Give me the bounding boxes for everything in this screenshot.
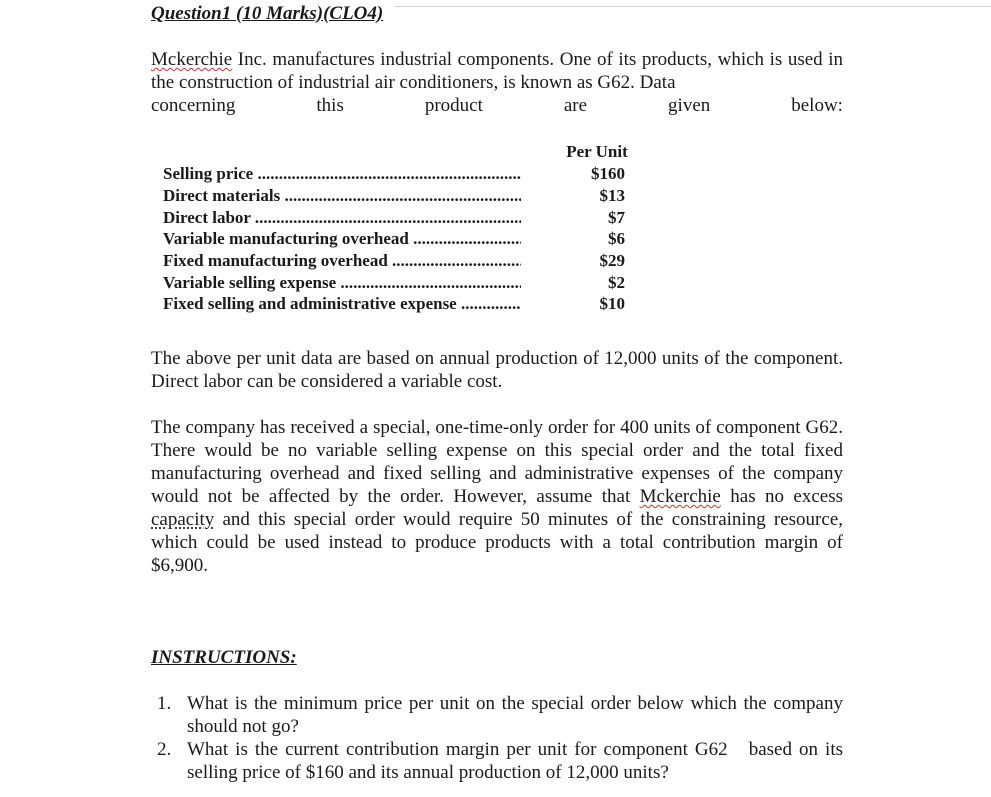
row-value: $13 bbox=[599, 186, 625, 205]
question-heading: Question1 (10 Marks)(CLO4) bbox=[151, 3, 384, 24]
special-order-text: and this special order would require 50 minutes of the constraining resource, which could be used instead to produce products with a total contribution margin of $6,900. bbox=[151, 509, 843, 576]
special-order-paragraph bbox=[151, 416, 843, 577]
instructions-heading: INSTRUCTIONS: bbox=[151, 647, 297, 668]
special-order-text: The company has received a special, one-time-only order for 400 units of component G62. There would be no variable selling expense on this special order and the total fixed manufacturing overhead and fixed selling and administrative expenses of the company would not be affected by the order. However, assume that bbox=[151, 417, 843, 507]
question-list bbox=[151, 692, 843, 784]
row-value: $6 bbox=[608, 229, 625, 248]
intro-word: this bbox=[316, 95, 344, 116]
row-label: Variable selling expense ..... bbox=[163, 273, 521, 293]
row-label: Selling price ..... bbox=[163, 164, 521, 184]
grammar-flagged-word[interactable]: capacity bbox=[151, 509, 215, 530]
row-label: Direct labor ..... bbox=[163, 208, 521, 228]
row-label: Direct materials ..... bbox=[163, 186, 521, 206]
intro-paragraph bbox=[151, 48, 843, 117]
row-value: $160 bbox=[591, 164, 625, 183]
question-text: What is the current contribution margin per unit for component G62 based on its selling price of $160 and its annual production of 12,000 units? bbox=[187, 739, 843, 783]
row-value: $29 bbox=[599, 251, 625, 270]
intro-word: product bbox=[424, 95, 483, 116]
row-value: $2 bbox=[608, 273, 625, 292]
intro-last-line bbox=[151, 94, 843, 117]
intro-word: given bbox=[668, 95, 711, 116]
row-label: Fixed selling and administrative expense ..... bbox=[163, 294, 521, 314]
row-label: Variable manufacturing overhead ..... bbox=[163, 229, 521, 249]
intro-text bbox=[151, 48, 843, 94]
list-item bbox=[151, 738, 843, 784]
intro-word: below: bbox=[791, 95, 843, 116]
company-name-misspelled[interactable]: Mckerchie bbox=[639, 486, 721, 507]
question-text: What is the minimum price per unit on the special order below which the company should not go? bbox=[187, 693, 843, 737]
intro-text-body: Inc. manufactures industrial components. One of its products, which is used in the construction of industrial air conditioners, is known as G62. Data bbox=[151, 49, 843, 93]
row-label: Fixed manufacturing overhead ..... bbox=[163, 251, 521, 271]
row-value: $10 bbox=[599, 294, 625, 313]
production-paragraph: The above per unit data are based on annual production of 12,000 units of the component. Direct labor can be considered a variable cost. bbox=[151, 348, 843, 392]
question-number: 2. bbox=[157, 739, 172, 760]
special-order-text: has no excess bbox=[720, 486, 843, 507]
company-name-misspelled[interactable]: Mckerchie bbox=[151, 49, 233, 70]
page-border-line bbox=[395, 6, 991, 7]
intro-word: are bbox=[563, 95, 588, 116]
question-number: 1. bbox=[157, 693, 172, 714]
list-item bbox=[151, 692, 843, 738]
per-unit-header: Per Unit bbox=[566, 142, 628, 161]
row-value: $7 bbox=[608, 208, 625, 227]
intro-word: concerning bbox=[151, 95, 236, 116]
